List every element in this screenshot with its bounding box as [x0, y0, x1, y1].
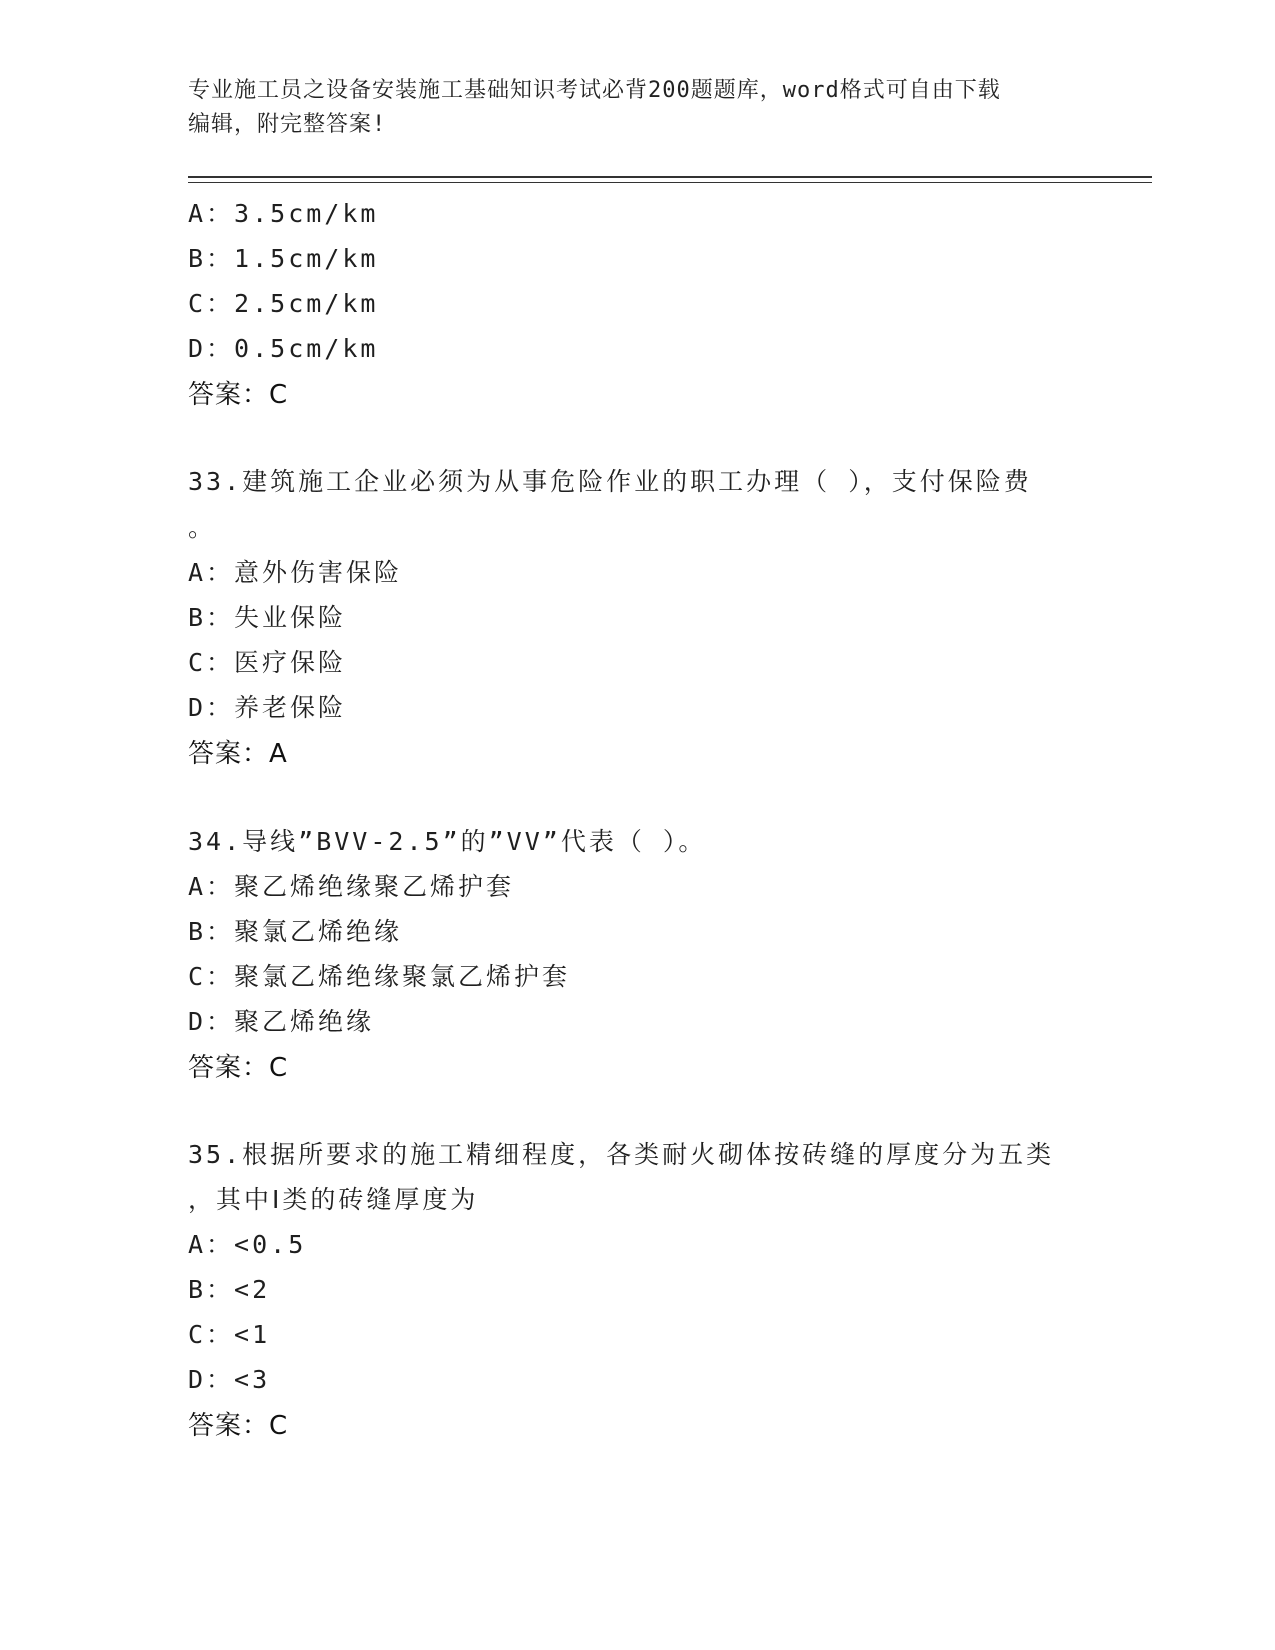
q33-stem-line-2: 。 [188, 513, 217, 542]
header-divider-top [188, 176, 1152, 178]
q33-option-c: C：医疗保险 [188, 648, 347, 677]
q32-option-a: A：3.5cm/km [188, 199, 379, 228]
q32-option-c: C：2.5cm/km [188, 289, 379, 318]
header-divider-bottom [188, 182, 1152, 183]
q35-stem-line-2: ，其中Ⅰ类的砖缝厚度为 [188, 1185, 479, 1214]
q34-answer: 答案：C [188, 1053, 289, 1083]
q34-stem-line-1: 34.导线”BVV-2.5”的”VV”代表（ ）。 [188, 827, 707, 856]
q33-option-a: A：意外伤害保险 [188, 558, 403, 587]
header-title-line-1: 专业施工员之设备安装施工基础知识考试必背200题题库，word格式可自由下载 [188, 78, 1001, 103]
q33-option-b: B：失业保险 [188, 603, 347, 632]
q32-option-d: D：0.5cm/km [188, 334, 379, 363]
q35-option-a: A：<0.5 [188, 1230, 307, 1259]
header-title-line-2: 编辑，附完整答案! [188, 112, 387, 137]
document-header [188, 74, 1088, 142]
q34-option-a: A：聚乙烯绝缘聚乙烯护套 [188, 872, 515, 901]
q34-option-c: C：聚氯乙烯绝缘聚氯乙烯护套 [188, 962, 571, 991]
q34-option-d: D：聚乙烯绝缘 [188, 1007, 375, 1036]
q32-option-b: B：1.5cm/km [188, 244, 379, 273]
q35-stem-line-1: 35.根据所要求的施工精细程度，各类耐火砌体按砖缝的厚度分为五类 [188, 1140, 1055, 1169]
q35-option-d: D：<3 [188, 1365, 271, 1394]
q34-option-b: B：聚氯乙烯绝缘 [188, 917, 403, 946]
q33-answer: 答案：A [188, 739, 288, 769]
q35-answer: 答案：C [188, 1411, 289, 1441]
q35-option-b: B：<2 [188, 1275, 271, 1304]
q32-answer: 答案：C [188, 380, 289, 410]
q33-option-d: D：养老保险 [188, 693, 347, 722]
q35-option-c: C：<1 [188, 1320, 271, 1349]
q33-stem-line-1: 33.建筑施工企业必须为从事危险作业的职工办理（ ），支付保险费 [188, 467, 1032, 496]
